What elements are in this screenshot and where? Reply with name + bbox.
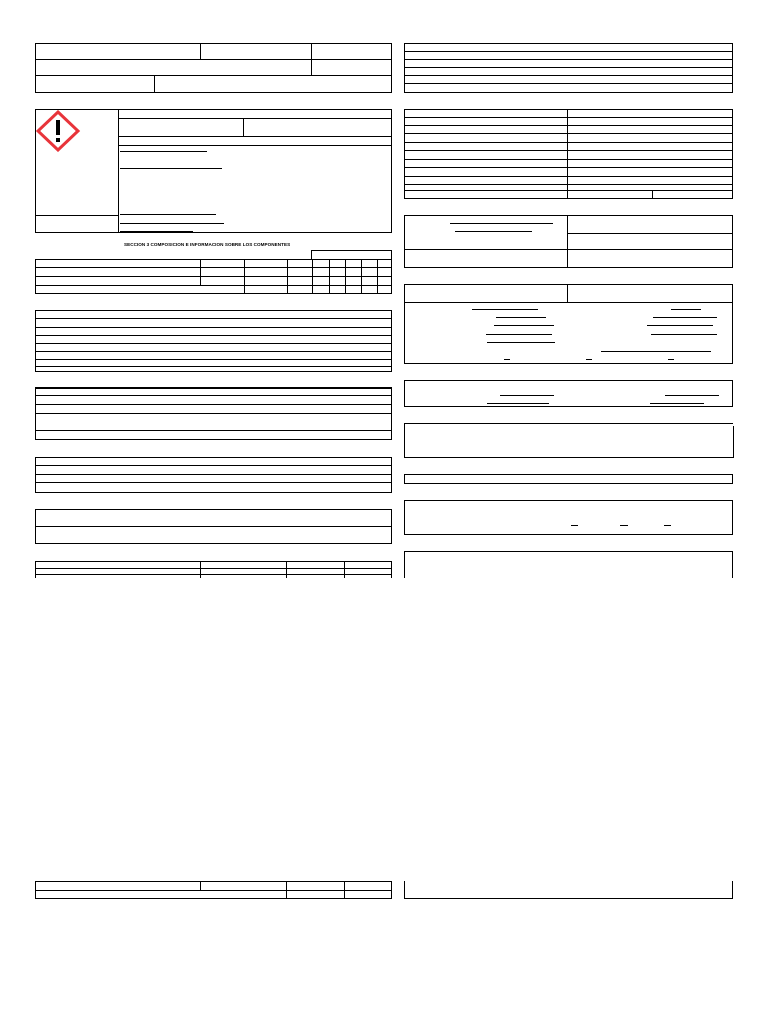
hazard-identification-block [35, 109, 392, 233]
section3-title: SECCION 3 COMPOSICION E INFORMACION SOBRE LOS COMPONENTES [124, 242, 291, 247]
composition-table [35, 259, 392, 294]
ecological-information-block [404, 380, 733, 407]
disposal-considerations-block [404, 423, 733, 458]
exposure-controls-table-bottom [35, 881, 392, 899]
handling-storage-block [35, 509, 392, 544]
transport-information-block [404, 474, 733, 484]
regulatory-information-block [404, 500, 733, 535]
fire-fighting-block [35, 387, 392, 440]
exclamation-bar [56, 120, 60, 135]
header-block [35, 43, 392, 93]
stability-reactivity-block [404, 215, 733, 268]
ghs-exclamation-mark-icon [36, 110, 81, 152]
first-aid-block [35, 310, 392, 372]
toxicological-information-block [404, 284, 733, 364]
physical-chemical-properties-table [404, 109, 733, 199]
other-information-block-top [404, 551, 733, 578]
identification-block [404, 43, 733, 93]
exposure-controls-table-top [35, 561, 392, 578]
other-information-block-bottom [404, 881, 733, 899]
exclamation-dot [56, 138, 60, 142]
accidental-release-block [35, 457, 392, 493]
